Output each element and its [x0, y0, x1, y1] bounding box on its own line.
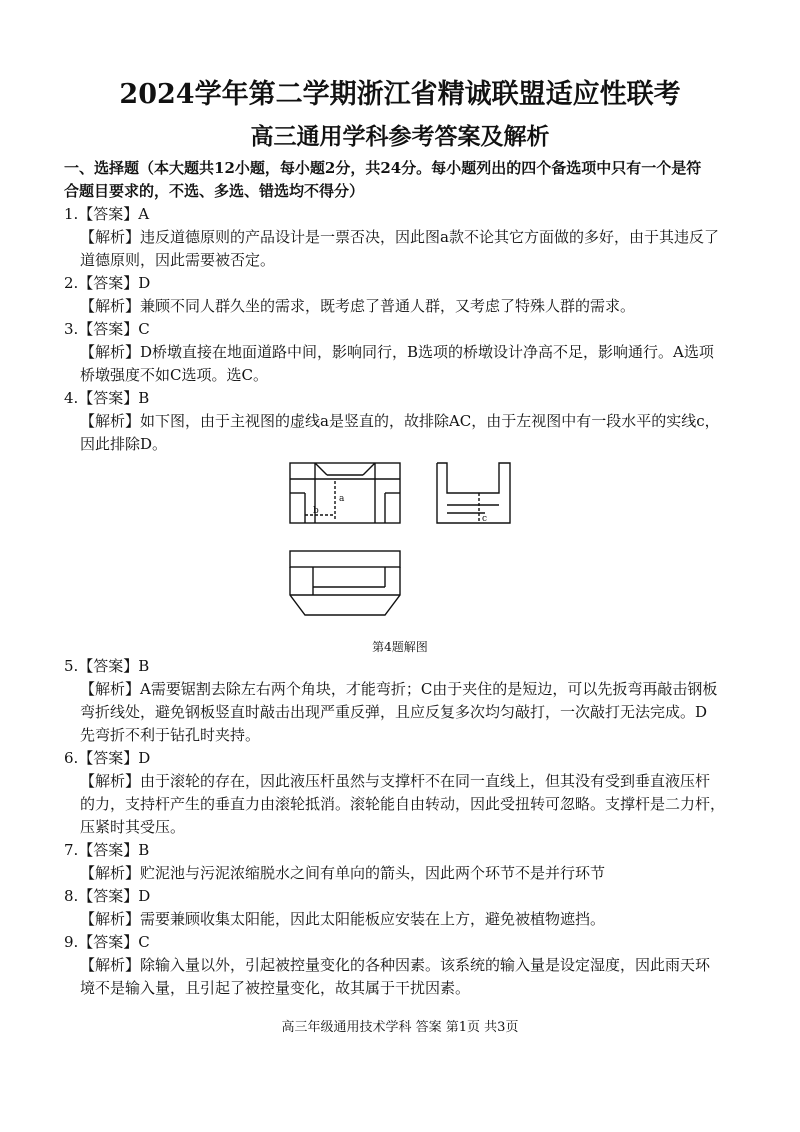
figure-label-c: c — [482, 514, 488, 524]
page-footer: 高三年级通用技术学科 答案 第1页 共3页 — [281, 1020, 519, 1035]
q1-analysis-line-1: 【解析】违反道德原则的产品设计是一票否决，因此图a款不论其它方面做的多好，由于其违反了 — [80, 228, 719, 246]
q8-answer: 8.【答案】D — [64, 887, 151, 905]
q3-analysis-line-1: 【解析】D桥墩直接在地面道路中间，影响同行，B选项的桥墩设计净高不足，影响通行。A选项 — [80, 343, 714, 361]
section-heading-line-2: 合题目要求的，不选、多选、错选均不得分） — [64, 182, 365, 200]
left-view — [437, 463, 510, 523]
q9-analysis-line-1: 【解析】除输入量以外，引起被控量变化的各种因素。该系统的输入量是设定湿度，因此雨天环 — [80, 956, 711, 974]
figure-label-b: b — [313, 506, 319, 516]
front-view — [290, 463, 400, 523]
section-heading-line-1: 一、选择题（本大题共12小题，每小题2分，共24分。每小题列出的四个备选项中只有一个是符 — [64, 159, 702, 177]
q9-answer: 9.【答案】C — [64, 933, 150, 951]
q4-three-view-figure — [285, 455, 520, 650]
q2-answer: 2.【答案】D — [64, 274, 151, 292]
q7-answer: 7.【答案】B — [64, 841, 150, 859]
q9-analysis-line-2: 境不是输入量，且引起了被控量变化，故其属于干扰因素。 — [80, 979, 471, 997]
q4-answer: 4.【答案】B — [64, 389, 150, 407]
q7-analysis-line-1: 【解析】贮泥池与污泥浓缩脱水之间有单向的箭头，因此两个环节不是并行环节 — [80, 864, 606, 882]
q5-analysis-line-2: 弯折线处，避免钢板竖直时敲击出现严重反弹，且应反复多次均匀敲打，一次敲打无法完成。D — [80, 703, 708, 721]
q5-answer: 5.【答案】B — [64, 657, 150, 675]
q6-answer: 6.【答案】D — [64, 749, 151, 767]
q4-analysis-line-2: 因此排除D。 — [80, 435, 168, 453]
q1-analysis-line-2: 道德原则，因此需要被否定。 — [80, 251, 276, 269]
q5-analysis-line-1: 【解析】A需要锯割去除左右两个角块，才能弯折；C由于夹住的是短边，可以先扳弯再敲击钢板 — [80, 680, 718, 698]
top-view — [290, 551, 400, 615]
q3-answer: 3.【答案】C — [64, 320, 150, 338]
q6-analysis-line-2: 的力，支持杆产生的垂直力由滚轮抵消。滚轮能自由转动，因此受扭转可忽略。支撑杆是二力杆， — [80, 795, 726, 813]
q4-analysis-line-1: 【解析】如下图，由于主视图的虚线a是竖直的，故排除AC，由于左视图中有一段水平的实线c， — [80, 412, 720, 430]
figure-label-a: a — [339, 494, 345, 504]
q6-analysis-line-1: 【解析】由于滚轮的存在，因此液压杆虽然与支撑杆不在同一直线上，但其没有受到垂直液压杆 — [80, 772, 711, 790]
page-title: 2024学年第二学期浙江省精诚联盟适应性联考 — [119, 79, 681, 110]
q3-analysis-line-2: 桥墩强度不如C选项。选C。 — [80, 366, 268, 384]
q1-answer: 1.【答案】A — [64, 205, 150, 223]
q2-analysis-line-1: 【解析】兼顾不同人群久坐的需求，既考虑了普通人群，又考虑了特殊人群的需求。 — [80, 297, 636, 315]
q8-analysis-line-1: 【解析】需要兼顾收集太阳能，因此太阳能板应安装在上方，避免被植物遮挡。 — [80, 910, 606, 928]
q6-analysis-line-3: 压紧时其受压。 — [80, 818, 186, 836]
page-subtitle: 高三通用学科参考答案及解析 — [250, 123, 550, 150]
q5-analysis-line-3: 先弯折不利于钻孔时夹持。 — [80, 726, 261, 744]
figure-caption: 第4题解图 — [372, 640, 428, 654]
